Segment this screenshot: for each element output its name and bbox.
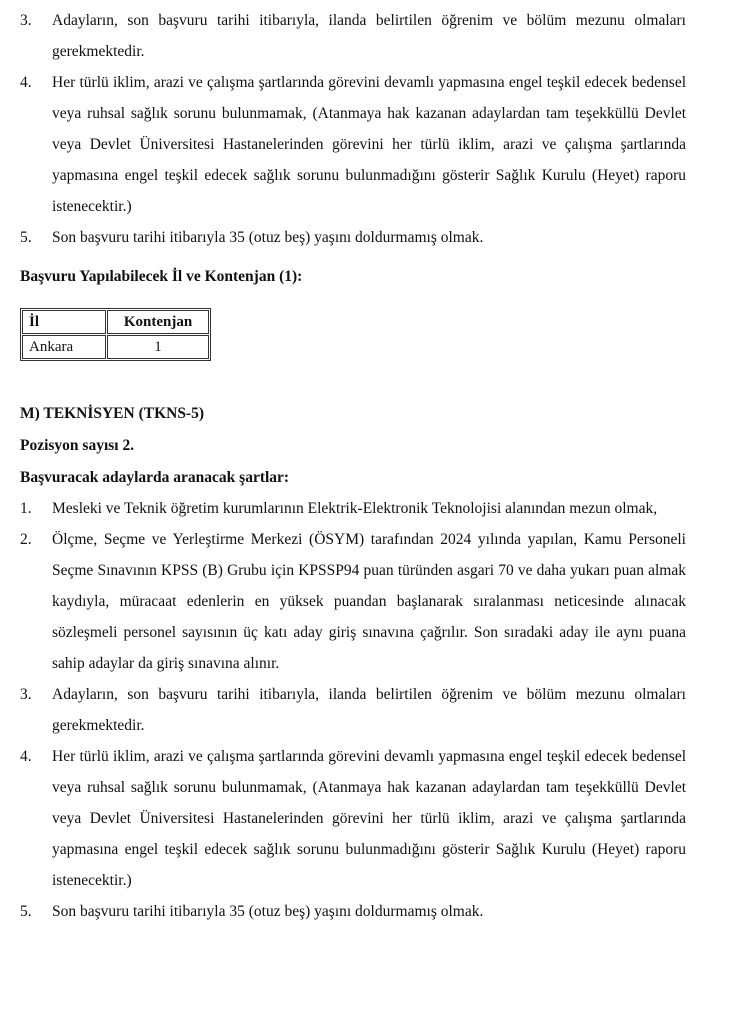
requirements-list <box>0 493 736 927</box>
list-item <box>0 493 736 524</box>
item-number: 3. <box>20 12 32 29</box>
previous-section-requirements-list <box>0 5 736 253</box>
list-item <box>0 524 736 679</box>
column-header-quota: Kontenjan <box>107 310 209 334</box>
quota-heading: Başvuru Yapılabilecek İl ve Kontenjan (1): <box>20 268 303 285</box>
item-text: Adayların, son başvuru tarihi itibarıyla, ilanda belirtilen öğrenim ve bölüm mezunu olmaları gerekmektedir. <box>52 12 686 60</box>
list-item <box>0 222 736 253</box>
table-header-row <box>22 310 209 334</box>
requirements-heading: Başvuracak adaylarda aranacak şartlar: <box>20 469 290 486</box>
item-text: Adayların, son başvuru tarihi itibarıyla, ilanda belirtilen öğrenim ve bölüm mezunu olmaları gerekmektedir. <box>52 686 686 734</box>
item-number: 4. <box>20 74 32 91</box>
item-number: 4. <box>20 748 32 765</box>
item-number: 2. <box>20 531 32 548</box>
cell-quota: 1 <box>107 335 209 359</box>
list-item <box>0 5 736 67</box>
item-number: 1. <box>20 500 32 517</box>
section-title: M) TEKNİSYEN (TKNS-5) <box>20 405 205 422</box>
item-number: 5. <box>20 229 32 246</box>
item-text: Son başvuru tarihi itibarıyla 35 (otuz beş) yaşını doldurmamış olmak. <box>52 229 484 246</box>
list-item <box>0 896 736 927</box>
item-text: Son başvuru tarihi itibarıyla 35 (otuz beş) yaşını doldurmamış olmak. <box>52 903 484 920</box>
list-item <box>0 741 736 896</box>
item-text: Her türlü iklim, arazi ve çalışma şartlarında görevini devamlı yapmasına engel teşkil edecek bedensel veya ruhsal sağlık sorunu bulunmamak, (Atanmaya hak kazanan adaylardan tam teşekküllü Devlet veya Devlet Üniversitesi Hastanelerinden görevini her türlü iklim, arazi ve çalışma şartlarında yapmasına engel teşkil edecek sağlık sorunu bulunmadığını gösterir Sağlık Kurulu (Heyet) raporu istenecektir.) <box>52 74 686 215</box>
item-text: Her türlü iklim, arazi ve çalışma şartlarında görevini devamlı yapmasına engel teşkil edecek bedensel veya ruhsal sağlık sorunu bulunmamak, (Atanmaya hak kazanan adaylardan tam teşekküllü Devlet veya Devlet Üniversitesi Hastanelerinden görevini her türlü iklim, arazi ve çalışma şartlarında yapmasına engel teşkil edecek sağlık sorunu bulunmadığını gösterir Sağlık Kurulu (Heyet) raporu istenecektir.) <box>52 748 686 889</box>
item-text: Mesleki ve Teknik öğretim kurumlarının Elektrik-Elektronik Teknolojisi alanından mezun olmak, <box>52 500 658 517</box>
item-number: 3. <box>20 686 32 703</box>
table-row <box>22 335 209 359</box>
column-header-province: İl <box>22 310 106 334</box>
item-number: 5. <box>20 903 32 920</box>
quota-table <box>20 308 211 361</box>
list-item <box>0 67 736 222</box>
cell-province: Ankara <box>22 335 106 359</box>
position-count: Pozisyon sayısı 2. <box>20 437 135 454</box>
list-item <box>0 679 736 741</box>
item-text: Ölçme, Seçme ve Yerleştirme Merkezi (ÖSYM) tarafından 2024 yılında yapılan, Kamu Personeli Seçme Sınavının KPSS (B) Grubu için KPSSP94 puan türünden asgari 70 ve daha yukarı puan almak kaydıyla, müracaat edenlerin en yüksek puandan başlanarak sıralanması neticesinde alınacak sözleşmeli personel sayısının üç katı aday giriş sınavına çağrılır. Son sıradaki aday ile aynı puana sahip adaylar da giriş sınavına alınır. <box>52 531 686 672</box>
